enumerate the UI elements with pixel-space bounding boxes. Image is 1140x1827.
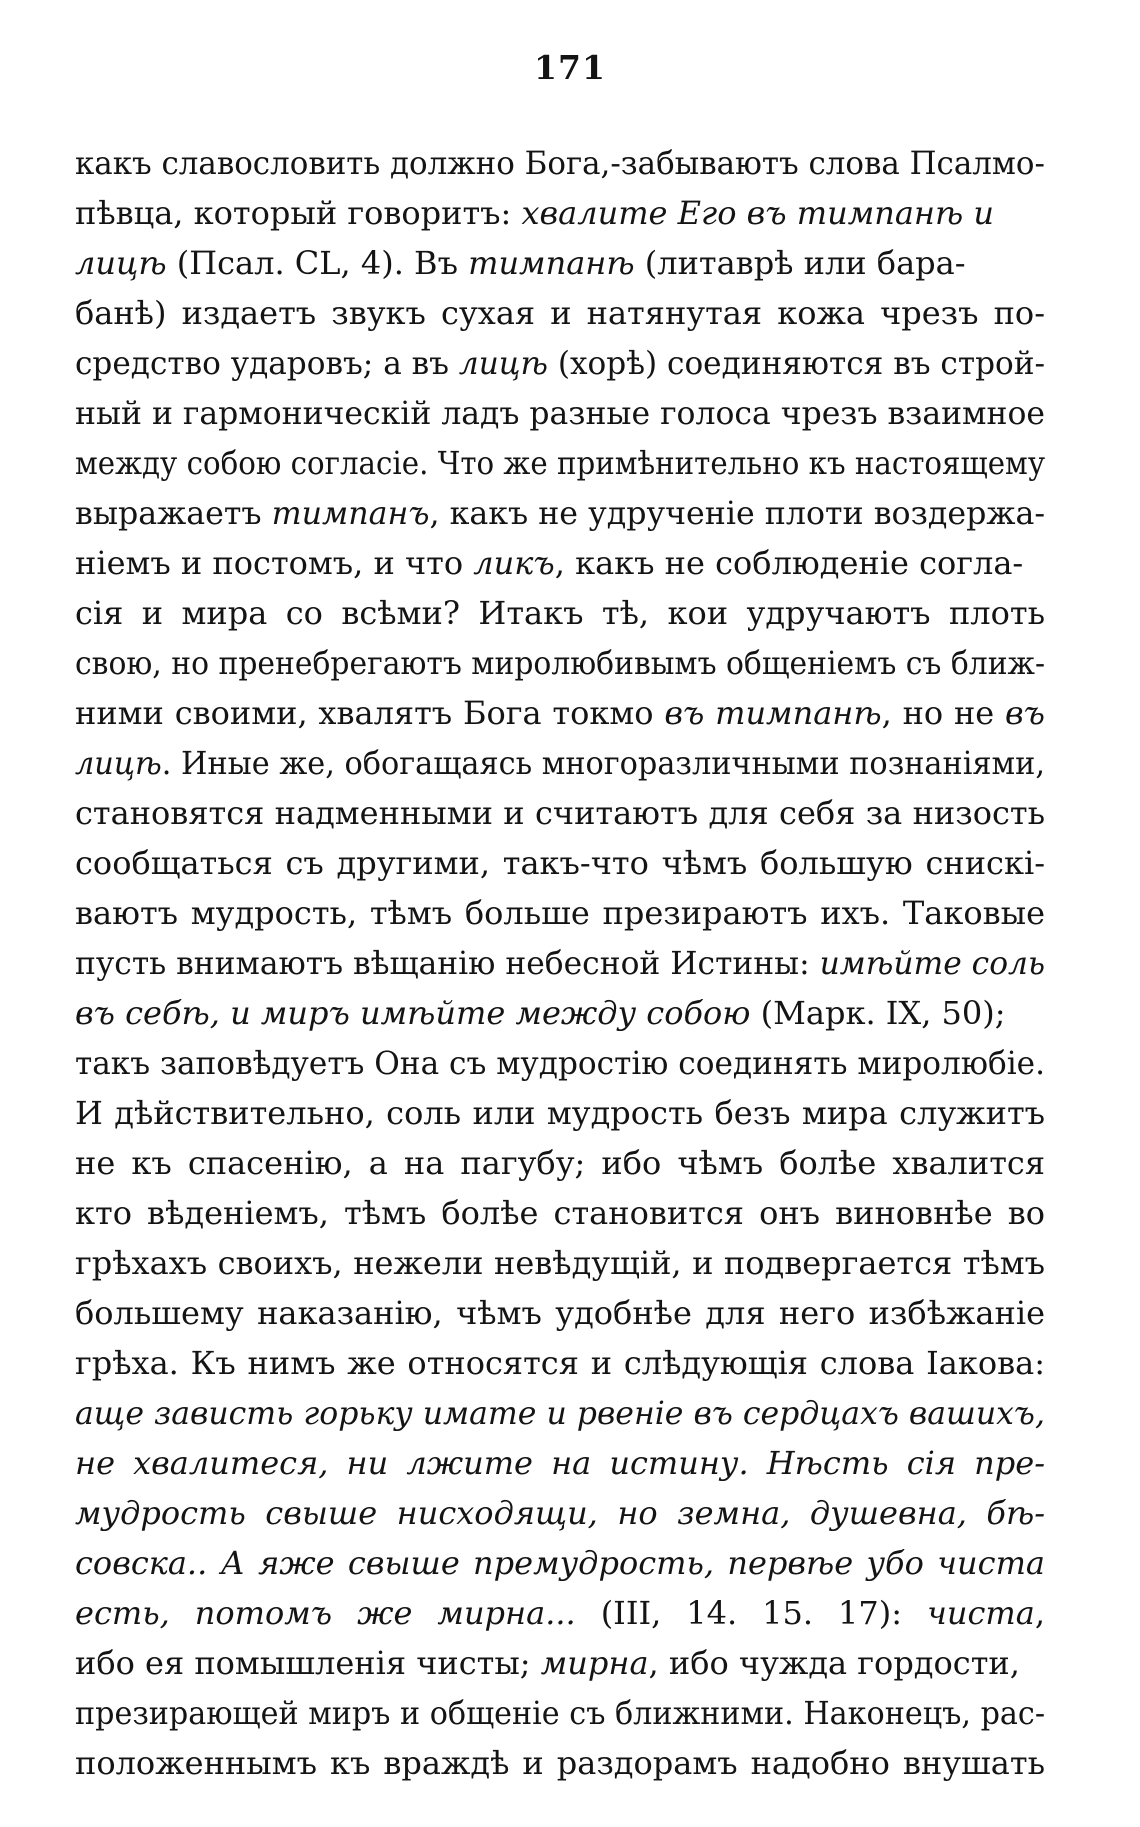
italic-text-segment: лицѣ xyxy=(75,244,167,282)
text-line xyxy=(75,1188,1045,1238)
text-segment: такъ заповѣдуетъ Она съ мудростію соединять миролюбіе. xyxy=(75,1044,1046,1082)
text-segment: , xyxy=(1034,1594,1045,1632)
text-line xyxy=(75,588,1045,638)
text-line xyxy=(75,1538,1045,1588)
italic-text-segment: мирна xyxy=(540,1644,649,1682)
text-segment: И дѣйствительно, соль или мудрость безъ мира служитъ xyxy=(75,1094,1045,1132)
text-line xyxy=(75,638,1047,688)
text-segment: сообщаться съ другими, такъ-что чѣмъ большую снискі- xyxy=(75,844,1045,882)
page-number: 171 xyxy=(534,48,606,87)
text-segment: пусть внимаютъ вѣщанію небесной Истины: xyxy=(75,944,820,982)
text-line xyxy=(75,188,1047,238)
text-segment: кто вѣденіемъ, тѣмъ болѣе становится онъ виновнѣе во xyxy=(75,1194,1045,1232)
text-segment: пѣвца, который говоритъ: xyxy=(75,194,522,232)
text-line xyxy=(75,1388,1047,1438)
text-segment: ибо ея помышленія чисты; xyxy=(75,1644,541,1682)
text-segment: (Марк. IX, 50); xyxy=(750,994,1006,1032)
italic-text-segment: совска.. А яже свыше премудрость, первѣе убо чиста xyxy=(75,1544,1045,1582)
text-line xyxy=(75,538,1047,588)
text-segment: (Псал. CL, 4). Въ xyxy=(166,244,469,282)
text-segment: положеннымъ къ враждѣ и раздорамъ надобно внушать xyxy=(75,1744,1045,1782)
italic-text-segment: чиста xyxy=(926,1594,1035,1632)
text-line xyxy=(75,1338,1045,1388)
text-segment: свою, но пренебрегаютъ миролюбивымъ общеніемъ съ ближ- xyxy=(75,644,1046,682)
text-line xyxy=(75,1038,1047,1088)
text-segment: грѣхахъ своихъ, нежели невѣдущій, и подвергается тѣмъ xyxy=(75,1244,1045,1282)
text-segment: банѣ) издаетъ звукъ сухая и натянутая кожа чрезъ по- xyxy=(75,294,1045,332)
italic-text-segment: имѣйте соль xyxy=(819,944,1046,982)
text-segment: . Иные же, обогащаясь многоразличными познаніями, xyxy=(161,744,1045,782)
italic-text-segment: тимпанѣ xyxy=(468,244,635,282)
italic-text-segment: аще зависть горьку имате и рвеніе въ сердцахъ вашихъ, xyxy=(75,1394,1045,1432)
text-line xyxy=(75,1238,1045,1288)
text-line xyxy=(75,938,1047,988)
text-line xyxy=(75,338,1047,388)
italic-text-segment: хвалите Его въ тимпанѣ и xyxy=(521,194,995,232)
body-text xyxy=(75,138,1045,1788)
text-line xyxy=(75,788,1045,838)
text-line xyxy=(75,1688,1047,1738)
text-segment: (III, 14. 15. 17): xyxy=(575,1594,927,1632)
text-line xyxy=(75,138,1047,188)
text-line xyxy=(75,1738,1045,1788)
text-segment: между собою согласіе. Что же примѣнительно къ настоящему xyxy=(75,444,1046,482)
italic-text-segment: мудрость свыше нисходящи, но земна, душевна, бѣ- xyxy=(75,1494,1045,1532)
italic-text-segment: лицѣ xyxy=(458,344,548,382)
italic-text-segment: тимпанъ xyxy=(271,494,430,532)
text-segment: , какъ не соблюденіе согла- xyxy=(554,544,1024,582)
text-line xyxy=(75,888,1045,938)
text-segment: ніемъ и постомъ, и что xyxy=(75,544,474,582)
text-line xyxy=(75,1488,1045,1538)
italic-text-segment: въ себѣ, и миръ имѣйте между собою xyxy=(75,994,751,1032)
text-segment: выражаетъ xyxy=(75,494,272,532)
text-line xyxy=(75,238,1047,288)
text-line xyxy=(75,1438,1045,1488)
italic-text-segment: есть, потомъ же мирна... xyxy=(75,1594,576,1632)
italic-text-segment: не хвалитеся, ни лжите на истину. Нѣсть сія пре- xyxy=(75,1444,1045,1482)
text-segment: ваютъ мудрость, тѣмъ больше презираютъ ихъ. Таковые xyxy=(75,894,1045,932)
text-line xyxy=(75,1588,1045,1638)
text-line xyxy=(75,1638,1047,1688)
text-line xyxy=(75,1138,1045,1188)
text-line xyxy=(75,838,1045,888)
text-segment: , но не xyxy=(881,694,1006,732)
text-line xyxy=(75,1288,1045,1338)
text-line xyxy=(75,738,1047,788)
text-line xyxy=(75,288,1045,338)
text-line xyxy=(75,988,1047,1038)
italic-text-segment: лицѣ xyxy=(75,744,162,782)
text-segment: презирающей миръ и общеніе съ ближними. Наконецъ, рас- xyxy=(75,1694,1046,1732)
text-segment: грѣха. Къ нимъ же относятся и слѣдующія слова Іакова: xyxy=(75,1344,1045,1382)
italic-text-segment: ликъ xyxy=(473,544,555,582)
italic-text-segment: въ тимпанѣ xyxy=(664,694,882,732)
text-line xyxy=(75,1088,1045,1138)
text-segment: (литаврѣ или бара- xyxy=(634,244,966,282)
text-segment: сія и мира со всѣми? Итакъ тѣ, кои удручаютъ плоть xyxy=(75,594,1045,632)
text-segment: большему наказанію, чѣмъ удобнѣе для него избѣжаніе xyxy=(75,1294,1045,1332)
text-line xyxy=(75,688,1045,738)
text-segment: ный и гармоническій ладъ разные голоса чрезъ взаимное xyxy=(75,394,1046,432)
text-segment: ними своими, хвалятъ Бога токмо xyxy=(75,694,665,732)
text-line xyxy=(75,488,1047,538)
text-segment: (хорѣ) соединяются въ строй- xyxy=(547,344,1046,382)
text-segment: какъ славословить должно Бога,-забываютъ слова Псалмо- xyxy=(75,144,1045,182)
text-segment: средство ударовъ; а въ xyxy=(75,344,459,382)
text-segment: , ибо чужда гордости, xyxy=(648,1644,1020,1682)
italic-text-segment: въ xyxy=(1005,694,1045,732)
text-line xyxy=(75,388,1047,438)
text-segment: становятся надменными и считаютъ для себя за низость xyxy=(75,794,1045,832)
text-line xyxy=(75,438,1047,488)
text-segment: не къ спасенію, а на пагубу; ибо чѣмъ болѣе хвалится xyxy=(75,1144,1045,1182)
text-segment: , какъ не удрученіе плоти воздержа- xyxy=(429,494,1046,532)
